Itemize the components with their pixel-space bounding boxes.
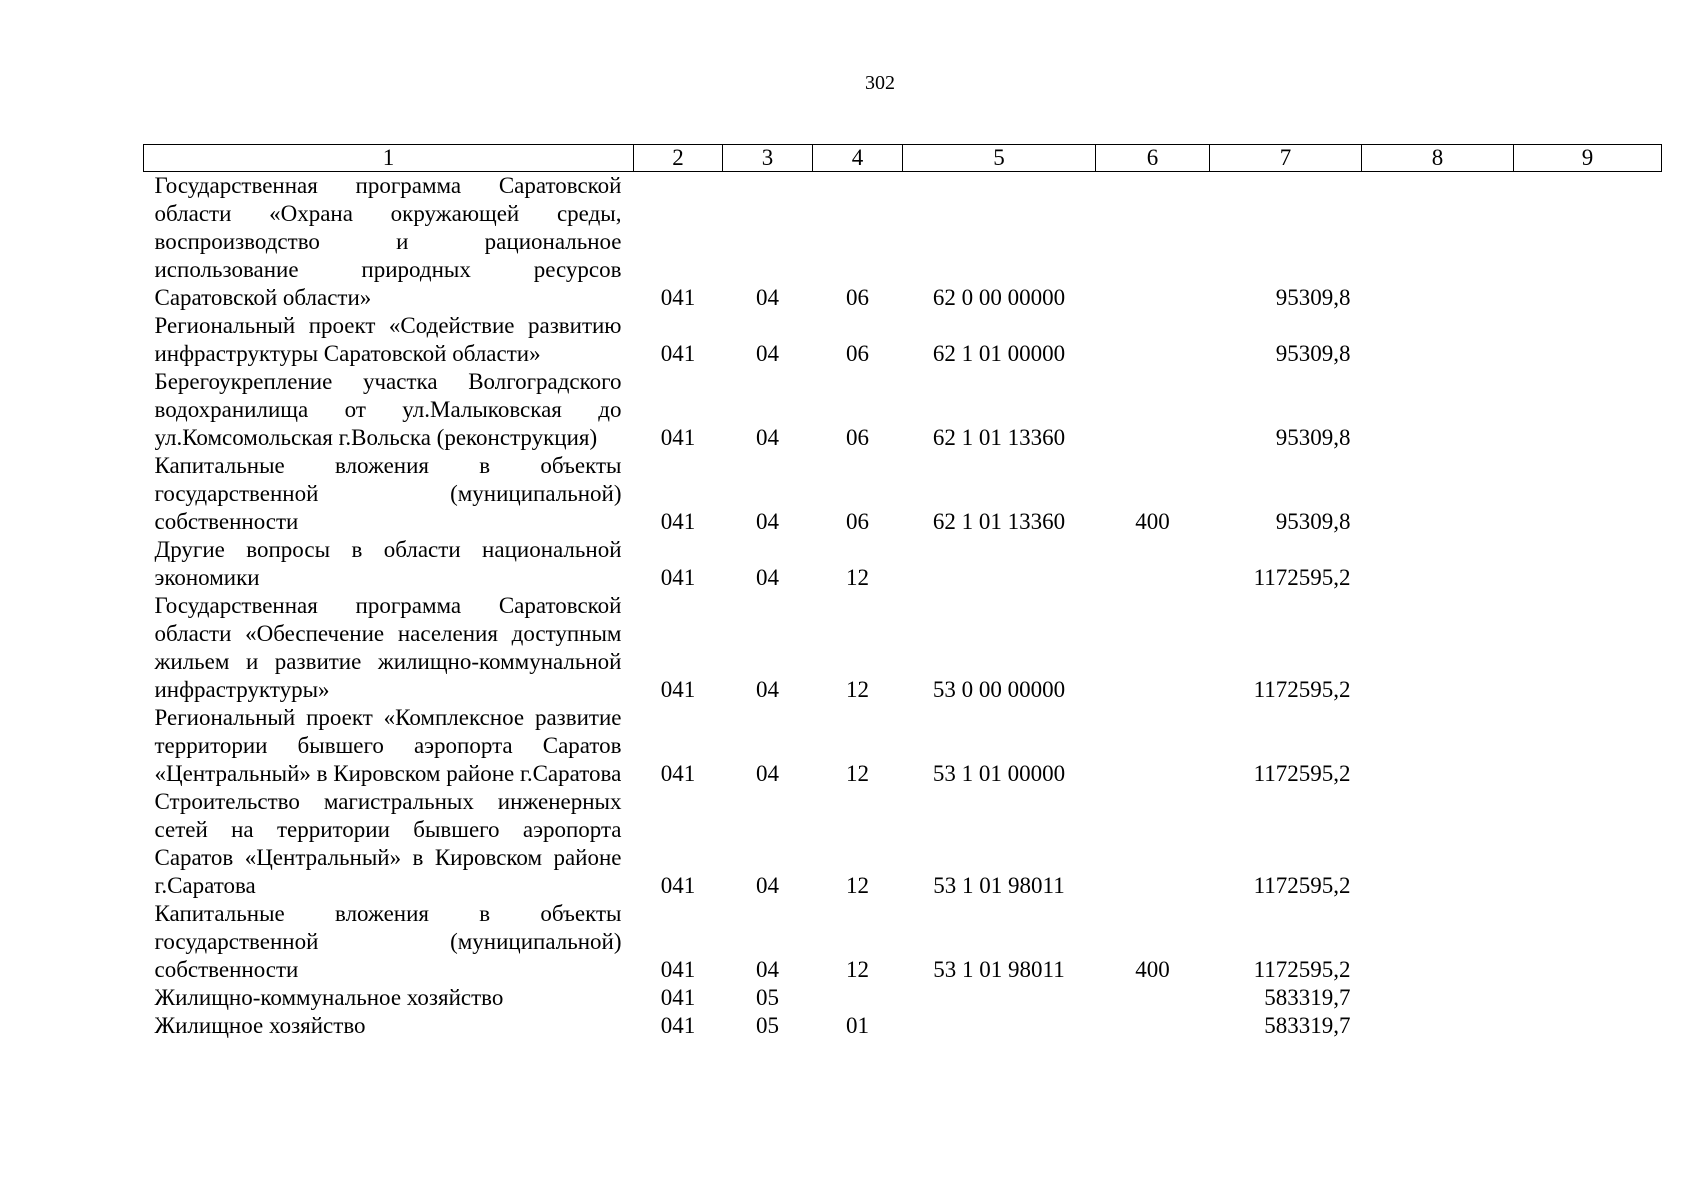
amount-cell: 1172595,2 bbox=[1253, 677, 1351, 702]
section-code-cell: 04 bbox=[756, 677, 779, 702]
amount-cell: 95309,8 bbox=[1275, 509, 1351, 534]
amount-cell: 95309,8 bbox=[1275, 425, 1351, 450]
table-row bbox=[144, 984, 1662, 1012]
subsection-code-cell bbox=[813, 984, 903, 1012]
target-article-code-cell: 53 1 01 00000 bbox=[932, 761, 1066, 786]
column-header: 1 bbox=[144, 145, 634, 172]
table-row bbox=[144, 312, 1662, 368]
target-article-code-cell: 62 0 00 00000 bbox=[932, 285, 1066, 310]
table-row bbox=[144, 592, 1662, 704]
expense-type-code-cell: 400 bbox=[1135, 509, 1170, 534]
amount-col8-cell bbox=[1362, 452, 1514, 536]
item-name-cell: Капитальные вложения в объекты государственной (муниципальной) собственности bbox=[154, 901, 622, 982]
subsection-code-cell: 12 bbox=[846, 761, 869, 786]
amount-col8-cell bbox=[1362, 172, 1514, 313]
subsection-code-cell: 01 bbox=[846, 1013, 869, 1038]
section-code-cell: 04 bbox=[756, 873, 779, 898]
section-code-cell: 04 bbox=[756, 341, 779, 366]
expense-type-code-cell bbox=[1096, 536, 1210, 592]
section-code-cell: 04 bbox=[756, 425, 779, 450]
column-header: 9 bbox=[1514, 145, 1662, 172]
amount-col9-cell bbox=[1514, 172, 1662, 313]
target-article-code-cell bbox=[903, 536, 1096, 592]
table-row bbox=[144, 788, 1662, 900]
ministry-code-cell: 041 bbox=[660, 761, 696, 786]
amount-col8-cell bbox=[1362, 984, 1514, 1012]
amount-cell: 583319,7 bbox=[1264, 1013, 1351, 1038]
amount-col8-cell bbox=[1362, 788, 1514, 900]
amount-col9-cell bbox=[1514, 900, 1662, 984]
item-name-cell: Государственная программа Саратовской области «Обеспечение населения доступным жильем и развитие жилищно-коммунальной инфраструктуры» bbox=[154, 593, 622, 702]
expense-type-code-cell: 400 bbox=[1135, 957, 1170, 982]
amount-col8-cell bbox=[1362, 704, 1514, 788]
table-row bbox=[144, 1012, 1662, 1040]
amount-col8-cell bbox=[1362, 1012, 1514, 1040]
section-code-cell: 04 bbox=[756, 761, 779, 786]
item-name-cell: Строительство магистральных инженерных сетей на территории бывшего аэропорта Саратов «Центральный» в Кировском районе г.Саратова bbox=[154, 789, 622, 898]
amount-col9-cell bbox=[1514, 704, 1662, 788]
table-row bbox=[144, 536, 1662, 592]
ministry-code-cell: 041 bbox=[660, 565, 696, 590]
target-article-code-cell: 53 1 01 98011 bbox=[933, 873, 1065, 898]
amount-cell: 583319,7 bbox=[1264, 985, 1351, 1010]
amount-col9-cell bbox=[1514, 592, 1662, 704]
amount-cell: 1172595,2 bbox=[1253, 957, 1351, 982]
subsection-code-cell: 12 bbox=[846, 565, 869, 590]
subsection-code-cell: 06 bbox=[846, 509, 869, 534]
ministry-code-cell: 041 bbox=[660, 873, 696, 898]
item-name-cell: Другие вопросы в области национальной экономики bbox=[154, 537, 622, 590]
amount-cell: 1172595,2 bbox=[1253, 565, 1351, 590]
amount-col8-cell bbox=[1362, 592, 1514, 704]
header-row bbox=[144, 145, 1662, 172]
amount-col9-cell bbox=[1514, 536, 1662, 592]
table-body bbox=[144, 172, 1662, 1041]
target-article-code-cell: 53 0 00 00000 bbox=[932, 677, 1066, 702]
section-code-cell: 05 bbox=[756, 1013, 779, 1038]
target-article-code-cell bbox=[903, 984, 1096, 1012]
amount-cell: 95309,8 bbox=[1275, 285, 1351, 310]
subsection-code-cell: 12 bbox=[846, 873, 869, 898]
item-name-cell: Берегоукрепление участка Волгоградского водохранилища от ул.Малыковская до ул.Комсомольская г.Вольска (реконструкция) bbox=[154, 369, 622, 450]
table-row bbox=[144, 368, 1662, 452]
column-header: 4 bbox=[813, 145, 903, 172]
page-number: 302 bbox=[865, 72, 895, 94]
ministry-code-cell: 041 bbox=[660, 1013, 696, 1038]
target-article-code-cell bbox=[903, 1012, 1096, 1040]
ministry-code-cell: 041 bbox=[660, 957, 696, 982]
column-header: 6 bbox=[1096, 145, 1210, 172]
item-name-cell: Капитальные вложения в объекты государственной (муниципальной) собственности bbox=[154, 453, 622, 534]
section-code-cell: 05 bbox=[756, 985, 779, 1010]
expense-type-code-cell bbox=[1096, 1012, 1210, 1040]
target-article-code-cell: 62 1 01 13360 bbox=[932, 509, 1066, 534]
subsection-code-cell: 06 bbox=[846, 341, 869, 366]
subsection-code-cell: 12 bbox=[846, 957, 869, 982]
expense-type-code-cell bbox=[1096, 984, 1210, 1012]
ministry-code-cell: 041 bbox=[660, 425, 696, 450]
section-code-cell: 04 bbox=[756, 509, 779, 534]
expense-type-code-cell bbox=[1096, 788, 1210, 900]
column-header: 3 bbox=[723, 145, 813, 172]
column-header: 2 bbox=[634, 145, 723, 172]
amount-cell: 1172595,2 bbox=[1253, 873, 1351, 898]
subsection-code-cell: 06 bbox=[846, 425, 869, 450]
item-name-cell: Жилищное хозяйство bbox=[154, 1013, 366, 1038]
ministry-code-cell: 041 bbox=[660, 285, 696, 310]
table-row bbox=[144, 704, 1662, 788]
budget-table bbox=[143, 144, 1662, 1040]
amount-col8-cell bbox=[1362, 900, 1514, 984]
table-row bbox=[144, 172, 1662, 313]
column-header: 8 bbox=[1362, 145, 1514, 172]
amount-col9-cell bbox=[1514, 984, 1662, 1012]
target-article-code-cell: 62 1 01 00000 bbox=[932, 341, 1066, 366]
amount-col9-cell bbox=[1514, 1012, 1662, 1040]
ministry-code-cell: 041 bbox=[660, 677, 696, 702]
amount-col8-cell bbox=[1362, 368, 1514, 452]
table-row bbox=[144, 900, 1662, 984]
ministry-code-cell: 041 bbox=[660, 509, 696, 534]
section-code-cell: 04 bbox=[756, 957, 779, 982]
item-name-cell: Региональный проект «Содействие развитию инфраструктуры Саратовской области» bbox=[154, 313, 622, 366]
section-code-cell: 04 bbox=[756, 565, 779, 590]
amount-col9-cell bbox=[1514, 788, 1662, 900]
ministry-code-cell: 041 bbox=[660, 341, 696, 366]
amount-col9-cell bbox=[1514, 452, 1662, 536]
item-name-cell: Жилищно-коммунальное хозяйство bbox=[154, 985, 504, 1010]
item-name-cell: Региональный проект «Комплексное развитие территории бывшего аэропорта Саратов «Центральный» в Кировском районе г.Саратова bbox=[154, 705, 622, 786]
amount-col8-cell bbox=[1362, 312, 1514, 368]
amount-col8-cell bbox=[1362, 536, 1514, 592]
target-article-code-cell: 53 1 01 98011 bbox=[933, 957, 1065, 982]
item-name-cell: Государственная программа Саратовской области «Охрана окружающей среды, воспроизводство и рациональное использование природных ресурсов Саратовской области» bbox=[154, 173, 622, 310]
amount-col9-cell bbox=[1514, 368, 1662, 452]
ministry-code-cell: 041 bbox=[660, 985, 696, 1010]
column-header: 5 bbox=[903, 145, 1096, 172]
section-code-cell: 04 bbox=[756, 285, 779, 310]
column-header: 7 bbox=[1210, 145, 1362, 172]
table-row bbox=[144, 452, 1662, 536]
expense-type-code-cell bbox=[1096, 592, 1210, 704]
amount-cell: 95309,8 bbox=[1275, 341, 1351, 366]
amount-col9-cell bbox=[1514, 312, 1662, 368]
expense-type-code-cell bbox=[1096, 704, 1210, 788]
expense-type-code-cell bbox=[1096, 312, 1210, 368]
expense-type-code-cell bbox=[1096, 172, 1210, 313]
subsection-code-cell: 12 bbox=[846, 677, 869, 702]
subsection-code-cell: 06 bbox=[846, 285, 869, 310]
target-article-code-cell: 62 1 01 13360 bbox=[932, 425, 1066, 450]
amount-cell: 1172595,2 bbox=[1253, 761, 1351, 786]
expense-type-code-cell bbox=[1096, 368, 1210, 452]
